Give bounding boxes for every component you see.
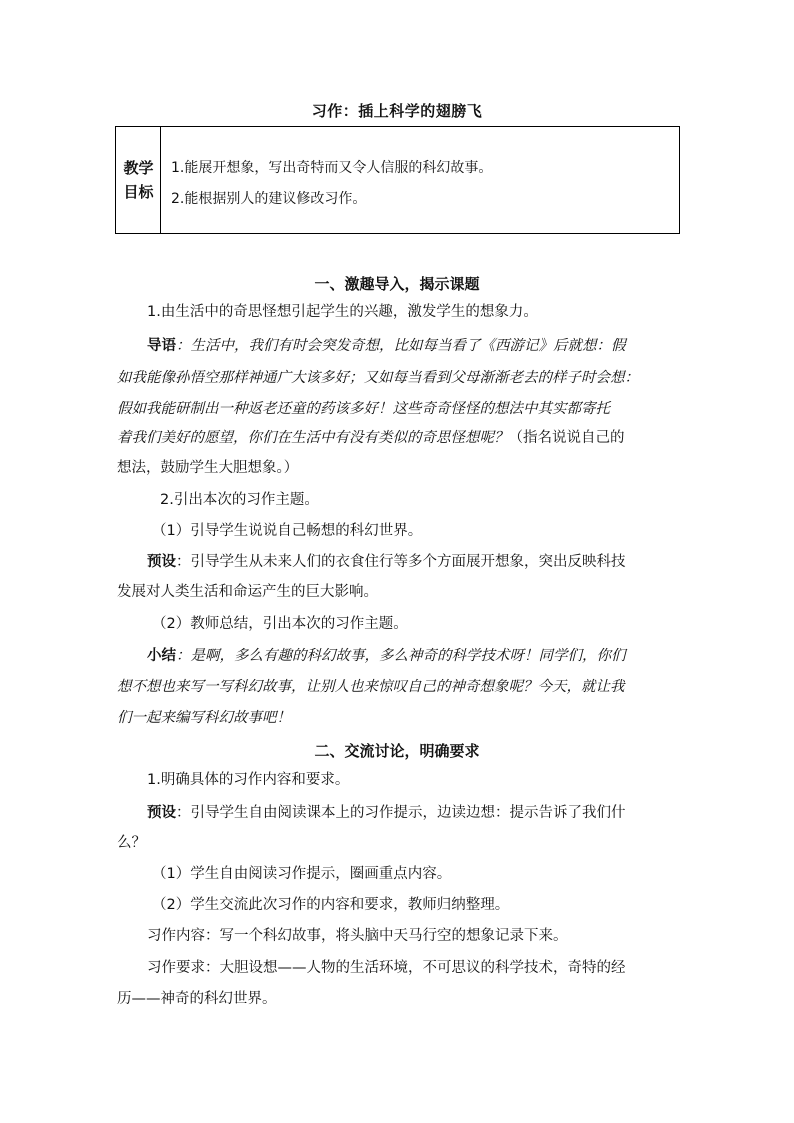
summary-line-3: 们一起来编写科幻故事吧！ <box>117 710 291 726</box>
guide-line-3: 假如我能研制出一种返老还童的药该多好！这些奇奇怪怪的想法中其实都寄托 <box>117 401 610 417</box>
goal-item-2: 2.能根据别人的建议修改习作。 <box>171 191 367 207</box>
preset-1-line-2: 发展对人类生活和命运产生的巨大影响。 <box>117 584 378 600</box>
summary-label: 小结 <box>147 648 176 664</box>
goal-item-1: 1.能展开想象，写出奇特而又令人信服的科幻故事。 <box>171 160 493 176</box>
preset-2-line-1: 预设：引导学生自由阅读课本上的习作提示，边读边想：提示告诉了我们什 <box>147 805 626 821</box>
writing-content: 习作内容：写一个科幻故事，将头脑中天马行空的想象记录下来。 <box>147 928 568 944</box>
guide-label: 导语 <box>147 338 176 354</box>
goals-header-line2: 目标 <box>123 183 154 201</box>
preset-1-label: 预设 <box>147 554 176 570</box>
summary-line-2: 想不想也来写一写科幻故事，让别人也来惊叹自己的神奇想象呢？今天，就让我 <box>117 679 625 695</box>
section1-heading: 一、激趣导入，揭示课题 <box>314 275 480 293</box>
teaching-goals-table <box>115 126 680 234</box>
teaching-goals-header <box>116 127 161 233</box>
goals-header-line1: 教学 <box>123 159 154 177</box>
summary-line-1: 小结：是啊，多么有趣的科幻故事，多么神奇的科学技术呀！同学们，你们 <box>147 648 626 664</box>
section1-paragraph-2: 2.引出本次的习作主题。 <box>160 492 319 508</box>
section2-paragraph-3: （2）学生交流此次习作的内容和要求，教师归纳整理。 <box>152 897 510 913</box>
preset-1-line-1: 预设：引导学生从未来人们的衣食住行等多个方面展开想象，突出反映科技 <box>147 554 626 570</box>
document-title: 习作：插上科学的翅膀飞 <box>311 102 483 120</box>
guide-line-5: 想法，鼓励学生大胆想象。） <box>117 460 299 476</box>
preset-2-line-2: 么？ <box>117 835 146 851</box>
preset-2-label: 预设 <box>147 805 176 821</box>
guide-line-2: 如我能像孙悟空那样神通广大该多好；又如每当看到父母渐渐老去的样子时会想： <box>117 370 639 386</box>
guide-line-1: 导语：生活中，我们有时会突发奇想，比如每当看了《西游记》后就想：假 <box>147 338 626 354</box>
guide-line-4: 着我们美好的愿望，你们在生活中有没有类似的奇思怪想呢？（指名说说自己的 <box>117 430 625 446</box>
section1-paragraph-1: 1.由生活中的奇思怪想引起学生的兴趣，激发学生的想象力。 <box>147 304 538 320</box>
section2-paragraph-1: 1.明确具体的习作内容和要求。 <box>147 772 350 788</box>
section2-paragraph-2: （1）学生自由阅读习作提示，圈画重点内容。 <box>152 866 452 882</box>
section1-paragraph-3: （1）引导学生说说自己畅想的科幻世界。 <box>152 523 423 539</box>
section1-paragraph-4: （2）教师总结，引出本次的习作主题。 <box>152 616 408 632</box>
writing-requirements-line-2: 历——神奇的科幻世界。 <box>117 991 277 1007</box>
writing-requirements-line-1: 习作要求：大胆设想——人物的生活环境，不可思议的科学技术，奇特的经 <box>147 960 626 976</box>
section2-heading: 二、交流讨论，明确要求 <box>314 742 480 760</box>
